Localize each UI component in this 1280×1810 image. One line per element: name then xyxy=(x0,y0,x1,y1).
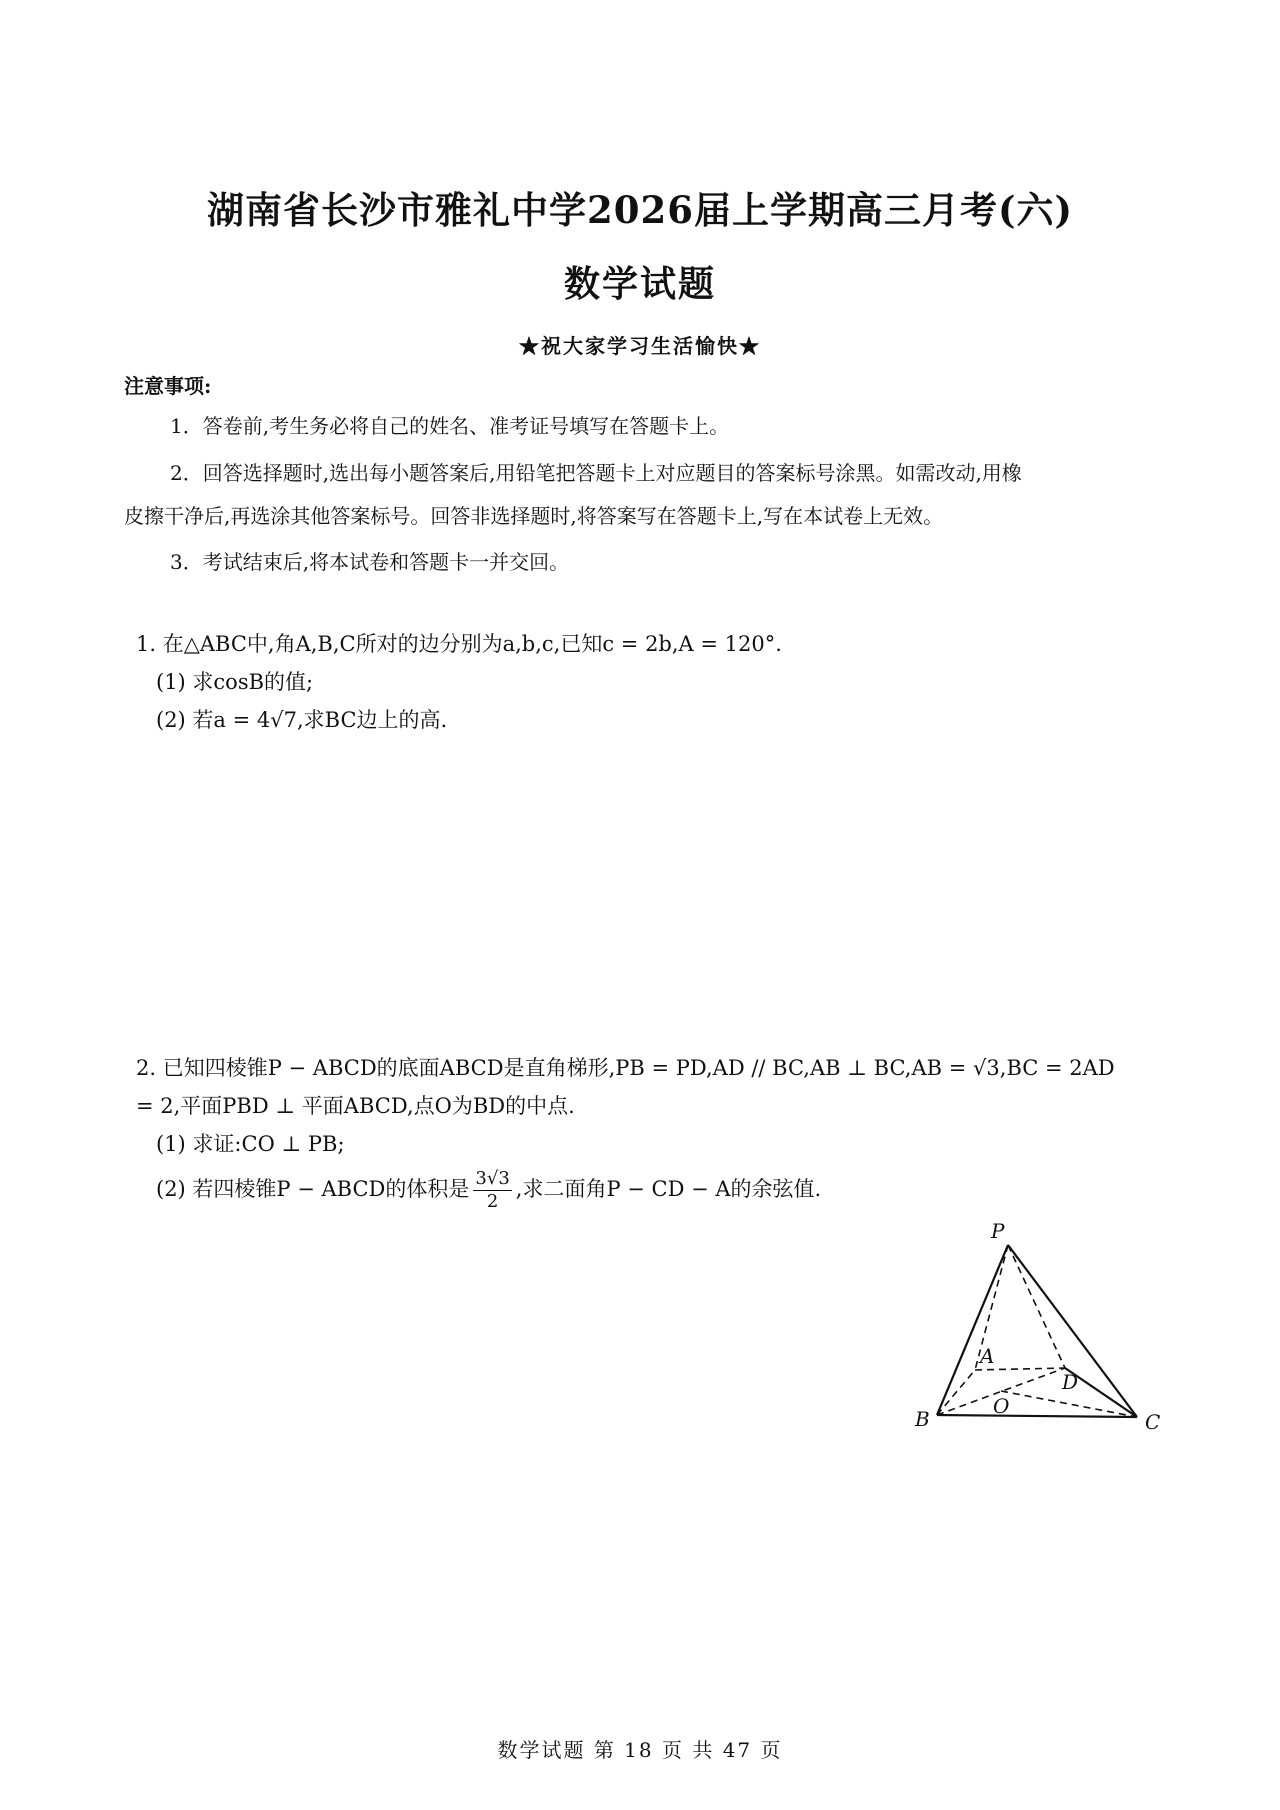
page-footer: 数学试题 第 18 页 共 47 页 xyxy=(497,1738,783,1762)
label-O: O xyxy=(993,1394,1010,1418)
page-subtitle: 数学试题 xyxy=(563,263,716,305)
question-1-stem: 1. 在△ABC中,角A,B,C所对的边分别为a,b,c,已知c = 2b,A = 120°. xyxy=(136,632,782,656)
question-1-part-2: (2) 若a = 4√7,求BC边上的高. xyxy=(156,708,448,732)
question-2-part-2 xyxy=(156,1168,821,1213)
pyramid-figure xyxy=(905,1215,1175,1445)
notice-heading: 注意事项: xyxy=(124,374,212,398)
blessing-line: ★祝大家学习生活愉快★ xyxy=(519,334,761,358)
question-1-part-1: (1) 求cosB的值; xyxy=(156,670,314,694)
edge-AD xyxy=(975,1368,1065,1370)
label-D: D xyxy=(1062,1370,1079,1394)
page-title: 湖南省长沙市雅礼中学2026届上学期高三月考(六) xyxy=(207,188,1073,232)
volume-fraction xyxy=(473,1168,511,1213)
label-B: B xyxy=(915,1407,930,1431)
notice-item-2-continued: 皮擦干净后,再选涂其他答案标号。回答非选择题时,将答案写在答题卡上,写在本试卷上无效。 xyxy=(124,504,944,528)
question-2-part-1: (1) 求证:CO ⊥ PB; xyxy=(156,1132,345,1156)
edge-BC xyxy=(937,1415,1137,1417)
notice-item-3: 3．考试结束后,将本试卷和答题卡一并交回。 xyxy=(170,550,570,574)
edge-PD xyxy=(1008,1245,1065,1368)
label-A: A xyxy=(980,1344,995,1368)
label-C: C xyxy=(1145,1410,1161,1434)
question-2-stem-continued: = 2,平面PBD ⊥ 平面ABCD,点O为BD的中点. xyxy=(136,1094,575,1118)
edge-PB xyxy=(937,1245,1008,1415)
question-2-part-2-text: (2) 若四棱锥P − ABCD的体积是 xyxy=(156,1177,470,1201)
label-P: P xyxy=(991,1219,1005,1243)
fraction-numerator: 3√3 xyxy=(475,1168,510,1189)
question-2-part-2-tail: ,求二面角P − CD − A的余弦值. xyxy=(515,1177,822,1201)
notice-item-1: 1．答卷前,考生务必将自己的姓名、准考证号填写在答题卡上。 xyxy=(170,414,730,438)
notice-item-2: 2．回答选择题时,选出每小题答案后,用铅笔把答题卡上对应题目的答案标号涂黑。如需改动,用橡 xyxy=(170,461,1022,485)
edge-BA xyxy=(937,1370,975,1415)
fraction-denominator: 2 xyxy=(486,1191,499,1212)
question-2-stem: 2. 已知四棱锥P − ABCD的底面ABCD是直角梯形,PB = PD,AD // BC,AB ⊥ BC,AB = √3,BC = 2AD xyxy=(136,1056,1115,1080)
